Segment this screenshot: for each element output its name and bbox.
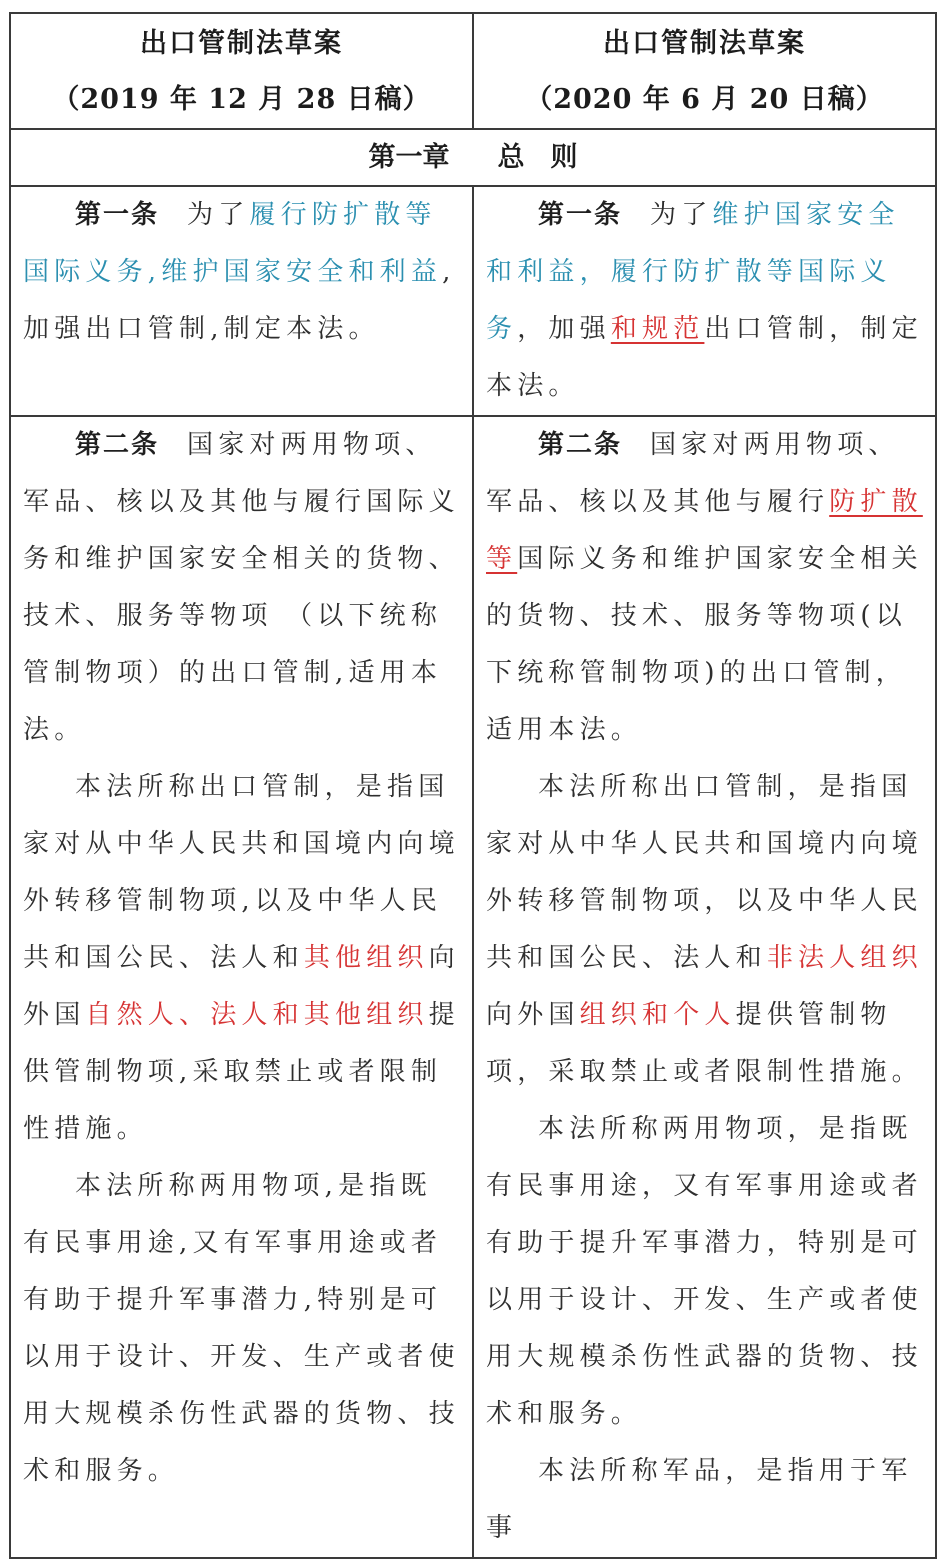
article-2-left-para-3 [23, 1158, 462, 1500]
text-segment: 本法所称军品，是指用于军事 [486, 1456, 913, 1543]
article-1-right-label: 第一条 [538, 200, 623, 230]
header-row [10, 13, 936, 129]
article-2-right-para-1 [486, 417, 925, 759]
text-segment: 提供管制物项，采取禁止或者限制性措施。 [486, 1000, 923, 1087]
article-2-left-cell [10, 416, 473, 1558]
text-segment: 国际义务和维护国家安全相关的货物、技术、服务等物项(以下统称管制物项)的出口管制，适用本法。 [486, 544, 923, 745]
text-segment: 为了 [650, 200, 713, 230]
chapter-heading [10, 129, 936, 186]
text-segment: 本法所称两用物项，是指既有民事用途，又有军事用途或者有助于提升军事潜力，特别是可以用于设计、开发、生产或者使用大规模杀伤性武器的货物、技术和服务。 [486, 1114, 923, 1429]
article-1-left-text [23, 187, 462, 358]
red-underlined-insertion: 和规范 [610, 314, 705, 344]
text-segment: 国家对两用物项、军品、核以及其他与履行国际义务和维护国家安全相关的货物、技术、服务等物项 （以下统称管制物项）的出口管制,适用本法。 [23, 430, 460, 745]
article-1-left-cell [10, 186, 473, 416]
red-highlight-text: 其他组织 [303, 943, 429, 973]
left-column-header [10, 13, 473, 129]
right-header-title: 出口管制法草案 [603, 28, 806, 59]
text-segment: 本法所称两用物项,是指既有民事用途,又有军事用途或者有助于提升军事潜力,特别是可以用于设计、开发、生产或者使用大规模杀伤性武器的货物、技术和服务。 [23, 1171, 460, 1486]
text-segment: 本法所称出口管制，是指国家对从中华人民共和国境内向境外转移管制物项,以及中华人民共和国公民、法人和 [23, 772, 460, 973]
chapter-title-part-1: 总 [497, 142, 525, 173]
article-2-right-para-3 [486, 1101, 925, 1443]
text-segment: ,加强出口管制,制定本法。 [23, 257, 456, 344]
right-column-header [473, 13, 936, 129]
text-segment: 国家对两用物项、军品、核以及其他与履行 [486, 430, 900, 517]
text-segment: 提供管制物项,采取禁止或者限制性措施。 [23, 1000, 460, 1144]
article-1-right-cell [473, 186, 936, 416]
article-1-row [10, 186, 936, 416]
text-segment: ，加强 [517, 314, 611, 344]
red-highlight-text: 组织和个人 [579, 1000, 736, 1030]
comparison-table [9, 12, 937, 1559]
article-2-left-label: 第二条 [75, 430, 160, 460]
left-header-title: 出口管制法草案 [140, 28, 343, 59]
right-header-date: （2020 年 6 月 20 日稿） [525, 84, 884, 115]
blue-highlight-text: 履行防扩散等国际义务,维护国家安全和利益 [23, 200, 443, 287]
text-segment: 本法所称出口管制，是指国家对从中华人民共和国境内向境外转移管制物项，以及中华人民共和国公民、法人和 [486, 772, 923, 973]
blue-highlight-text: 维护国家安全和利益，履行防扩散等国际义务 [486, 200, 900, 344]
article-2-right-para-4 [486, 1443, 925, 1557]
article-2-left-para-1 [23, 417, 462, 759]
text-segment: 为了 [187, 200, 250, 230]
chapter-label: 第一章 [368, 142, 450, 173]
left-header-date: （2019 年 12 月 28 日稿） [52, 84, 431, 115]
chapter-row [10, 129, 936, 186]
text-segment: 向外国 [486, 1000, 580, 1030]
article-2-row [10, 416, 936, 1558]
red-highlight-text: 自然人、法人和其他组织 [85, 1000, 429, 1030]
article-2-right-cell [473, 416, 936, 1558]
article-2-left-para-2 [23, 759, 462, 1158]
article-1-right-text [486, 187, 925, 415]
article-2-right-label: 第二条 [538, 430, 623, 460]
article-1-left-label: 第一条 [75, 200, 160, 230]
text-segment: 出口管制，制定本法。 [486, 314, 923, 401]
red-underlined-insertion: 防扩散等 [486, 487, 923, 574]
article-2-right-para-2 [486, 759, 925, 1101]
red-highlight-text: 非法人组织 [766, 943, 923, 973]
chapter-title-part-2: 则 [550, 142, 578, 173]
text-segment: 向外国 [23, 943, 460, 1030]
